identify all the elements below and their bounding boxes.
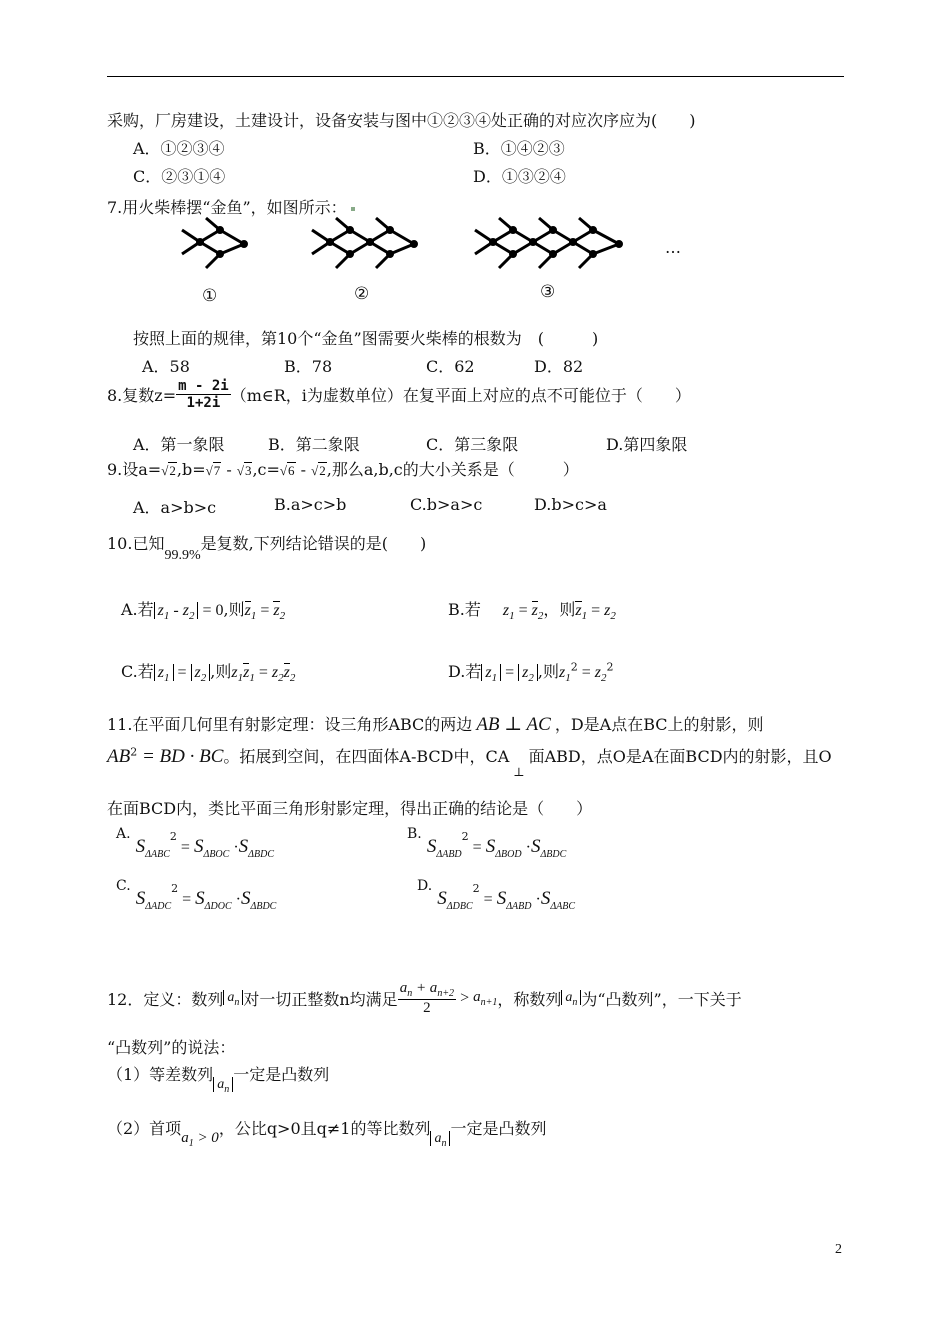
q12-post1: ，称数列 <box>497 990 562 1009</box>
goldfish-matchstick-figure <box>170 212 690 282</box>
q10-a-pre: A.若 <box>121 600 154 619</box>
q12-s2-mid: ，公比q>0且q≠1的等比数列 <box>218 1119 431 1138</box>
q8-option-a: A．第一象限 <box>133 435 225 454</box>
q8-suffix: （m∈R，i为虚数单位）在复平面上对应的点不可能位于（ ） <box>230 386 691 405</box>
q9-minus-2: - <box>295 460 312 479</box>
q9-b: ,b= <box>176 460 206 479</box>
q9-option-c: C.b>a>c <box>410 495 483 514</box>
q11-perp-mark: ⊥ <box>513 765 525 779</box>
q11-a-s2: ΔBOC <box>203 848 230 860</box>
goldfish-figure-3 <box>475 218 622 268</box>
q7-option-d: D．82 <box>534 357 584 376</box>
q8-stem <box>107 378 691 411</box>
q11-c-s1: ΔADC <box>145 900 172 912</box>
q9-pre: 9.设a= <box>107 460 162 479</box>
q10-d-pre: D.若 <box>448 662 482 681</box>
q10-a-then: ,则 <box>223 600 245 619</box>
q11-perp-expr: AB ⊥ AC <box>476 714 551 735</box>
goldfish-figure-2 <box>312 218 417 268</box>
q7-option-c: C．62 <box>426 357 475 376</box>
q7-option-a: A．58 <box>142 357 190 376</box>
q10-c-pre: C.若 <box>121 662 154 681</box>
q9-sqrt6: 6 <box>288 463 295 478</box>
q6-option-b: B．①④②③ <box>473 139 565 158</box>
q10-placeholder-value: 99.9% <box>164 548 201 563</box>
q7-fig-label-2: ② <box>354 284 370 304</box>
q11-d-s1: ΔDBC <box>446 900 473 912</box>
q6-option-c: C．②③①④ <box>133 167 226 186</box>
q12-post2: 为“凸数列”，一下关于 <box>581 990 742 1009</box>
q9-sqrt2: 2 <box>169 463 176 478</box>
page-number: 2 <box>835 1242 842 1257</box>
header-rule <box>107 76 844 77</box>
q10-d-then: ,则 <box>537 662 559 681</box>
q12-line1: 12．定义：数列 $a_n$ 对一切正整数n均满足 $\frac{a_n + a_{n+2}}{2}$ > $a_{n+1}$，称数列 $a_n$ 为“凸数列”，一下关于 <box>107 980 742 1016</box>
q8-numerator: m - 2i <box>178 378 229 394</box>
q9-stem: 9.设a=√2,b=√7 - √3,c=√6 - √2,那么a,b,c的大小关系是（ ） <box>107 460 579 479</box>
q11-b-s2: ΔBOD <box>495 848 522 860</box>
q11-eq-lhs: AB <box>107 746 131 767</box>
q11-line2: $AB^2$ = BD · BC。拓展到空间，在四面体A-BCD中，$CA_\perp$面ABD，点O是A在面BCD内的射影，且O <box>107 745 832 779</box>
q8-fraction <box>176 378 231 411</box>
q8-option-d: D.第四象限 <box>606 435 688 454</box>
q11-d-s2: ΔABD <box>506 900 532 912</box>
q8-option-c: C．第三象限 <box>426 435 519 454</box>
q11-d-s3: ΔABC <box>550 900 576 912</box>
q10-b-pre: B.若 <box>448 600 481 619</box>
q11-a-label: A. <box>116 826 131 842</box>
q12-s1-pre: （1）等差数列 <box>107 1065 214 1084</box>
q11-line1 <box>107 712 764 736</box>
q11-line2-text: 。拓展到空间，在四面体A-BCD中，CA <box>223 747 510 766</box>
q12-s2-post: 一定是凸数列 <box>450 1119 547 1138</box>
q6-stem: 采购，厂房建设，土建设计，设备安装与图中①②③④处正确的对应次序应为( ) <box>107 111 696 130</box>
q9-post: ,那么a,b,c的大小关系是（ ） <box>326 460 579 479</box>
q12-s1-post: 一定是凸数列 <box>233 1065 330 1084</box>
q7-ellipsis: … <box>665 238 681 257</box>
q11-c-s3: ΔBDC <box>250 900 277 912</box>
q12-statement-2: （2）首项$a_1 > 0$，公比q>0且q≠1的等比数列$a_n$一定是凸数列 <box>107 1119 547 1149</box>
q8-prefix: 8.复数z= <box>107 386 177 405</box>
q9-option-d: D.b>c>a <box>534 495 607 514</box>
q11-b-s3: ΔBDC <box>540 848 567 860</box>
q9-option-b: B.a>c>b <box>274 495 347 514</box>
q10-option-a: A.若 $z_1 - z_2 = 0$,则$z_1 = z_2$ <box>121 600 286 623</box>
q11-option-b: B. $S_{\Delta ABD}^2 = S_{\Delta BOD} \cdot S_{\Delta BDC}$ <box>407 826 567 860</box>
goldfish-figure-1 <box>182 218 247 268</box>
q12-s2-pre: （2）首项 <box>107 1119 182 1138</box>
q11-option-d: D. $S_{\Delta DBC}^2 = S_{\Delta ABD} \cdot S_{\Delta ABC}$ <box>417 878 576 912</box>
q9-sqrt2b: 2 <box>319 463 326 478</box>
q10-option-d: D.若 $z_1 = z_2$ ,则$z_1^2 = z_2^2$ <box>448 660 614 685</box>
q11-d-label: D. <box>417 878 433 894</box>
q12-gt: > <box>456 989 474 1007</box>
q12-mid: 对一切正整数n均满足 <box>243 990 398 1009</box>
q10-option-b: B.若 $z_1 = z_2$，则$z_1 = z_2$ <box>448 600 616 623</box>
q7-option-b: B．78 <box>284 357 333 376</box>
q9-option-a: A．a>b>c <box>133 498 217 517</box>
q6-option-d: D．①③②④ <box>473 167 566 186</box>
q9-sqrt3: 3 <box>244 463 252 478</box>
q11-a-s1: ΔABC <box>145 848 170 860</box>
q11-b-s1: ΔABD <box>436 848 462 860</box>
q11-line1b-text: ，D是A点在BC上的射影，则 <box>554 715 764 734</box>
q10-c-then: ,则 <box>210 662 232 681</box>
q10-post: 是复数,下列结论错误的是( ) <box>200 534 427 553</box>
q11-c-label: C. <box>116 878 131 894</box>
q7-question: 按照上面的规律，第10个“金鱼”图需要火柴棒的根数为 ( ) <box>133 329 599 348</box>
q10-b-then: ，则 <box>543 600 576 619</box>
q11-line2b-text: 面ABD，点O是A在面BCD内的射影，且O <box>528 747 832 766</box>
q11-b-label: B. <box>407 826 422 842</box>
q12-fraction: $\frac{a_n + a_{n+2}}{2}$ <box>399 980 455 1016</box>
q9-sqrt7: 7 <box>213 463 221 478</box>
q7-stem-text: 7.用火柴棒摆“金鱼”，如图所示： <box>107 198 347 217</box>
q11-eq-rhs: = BD · BC <box>137 746 224 767</box>
q12-statement-1: （1）等差数列$a_n$一定是凸数列 <box>107 1065 330 1095</box>
q11-option-c: C. $S_{\Delta ADC}^2 = S_{\Delta DOC} \cdot S_{\Delta BDC}$ <box>116 878 277 912</box>
q10-option-c: C.若 $z_1 = z_2$ ,则$z_1z_1 = z_2z_2$ <box>121 662 296 685</box>
q11-option-a: A. $S_{\Delta ABC}^2 = S_{\Delta BOC} \cdot S_{\Delta BDC}$ <box>116 826 275 860</box>
q10-stem <box>107 531 427 563</box>
q7-fig-label-1: ① <box>202 286 218 306</box>
q7-fig-label-3: ③ <box>540 282 556 302</box>
q8-denominator: 1+2i <box>186 395 221 411</box>
q12-line2: “凸数列”的说法： <box>107 1038 236 1057</box>
q11-c-s2: ΔDOC <box>204 900 232 912</box>
q6-option-a: A．①②③④ <box>133 139 225 158</box>
q8-option-b: B．第二象限 <box>268 435 360 454</box>
q10-pre: 10.已知 <box>107 534 165 553</box>
q11-line1-text: 11.在平面几何里有射影定理：设三角形ABC的两边 <box>107 715 473 734</box>
q11-a-s3: ΔBDC <box>248 848 275 860</box>
q12-pre: 12．定义：数列 <box>107 990 224 1009</box>
q9-minus: - <box>221 460 237 479</box>
q9-c: ,c= <box>252 460 280 479</box>
q11-line3: 在面BCD内，类比平面三角形射影定理，得出正确的结论是（ ） <box>107 799 593 818</box>
small-dot-mark <box>351 207 355 211</box>
